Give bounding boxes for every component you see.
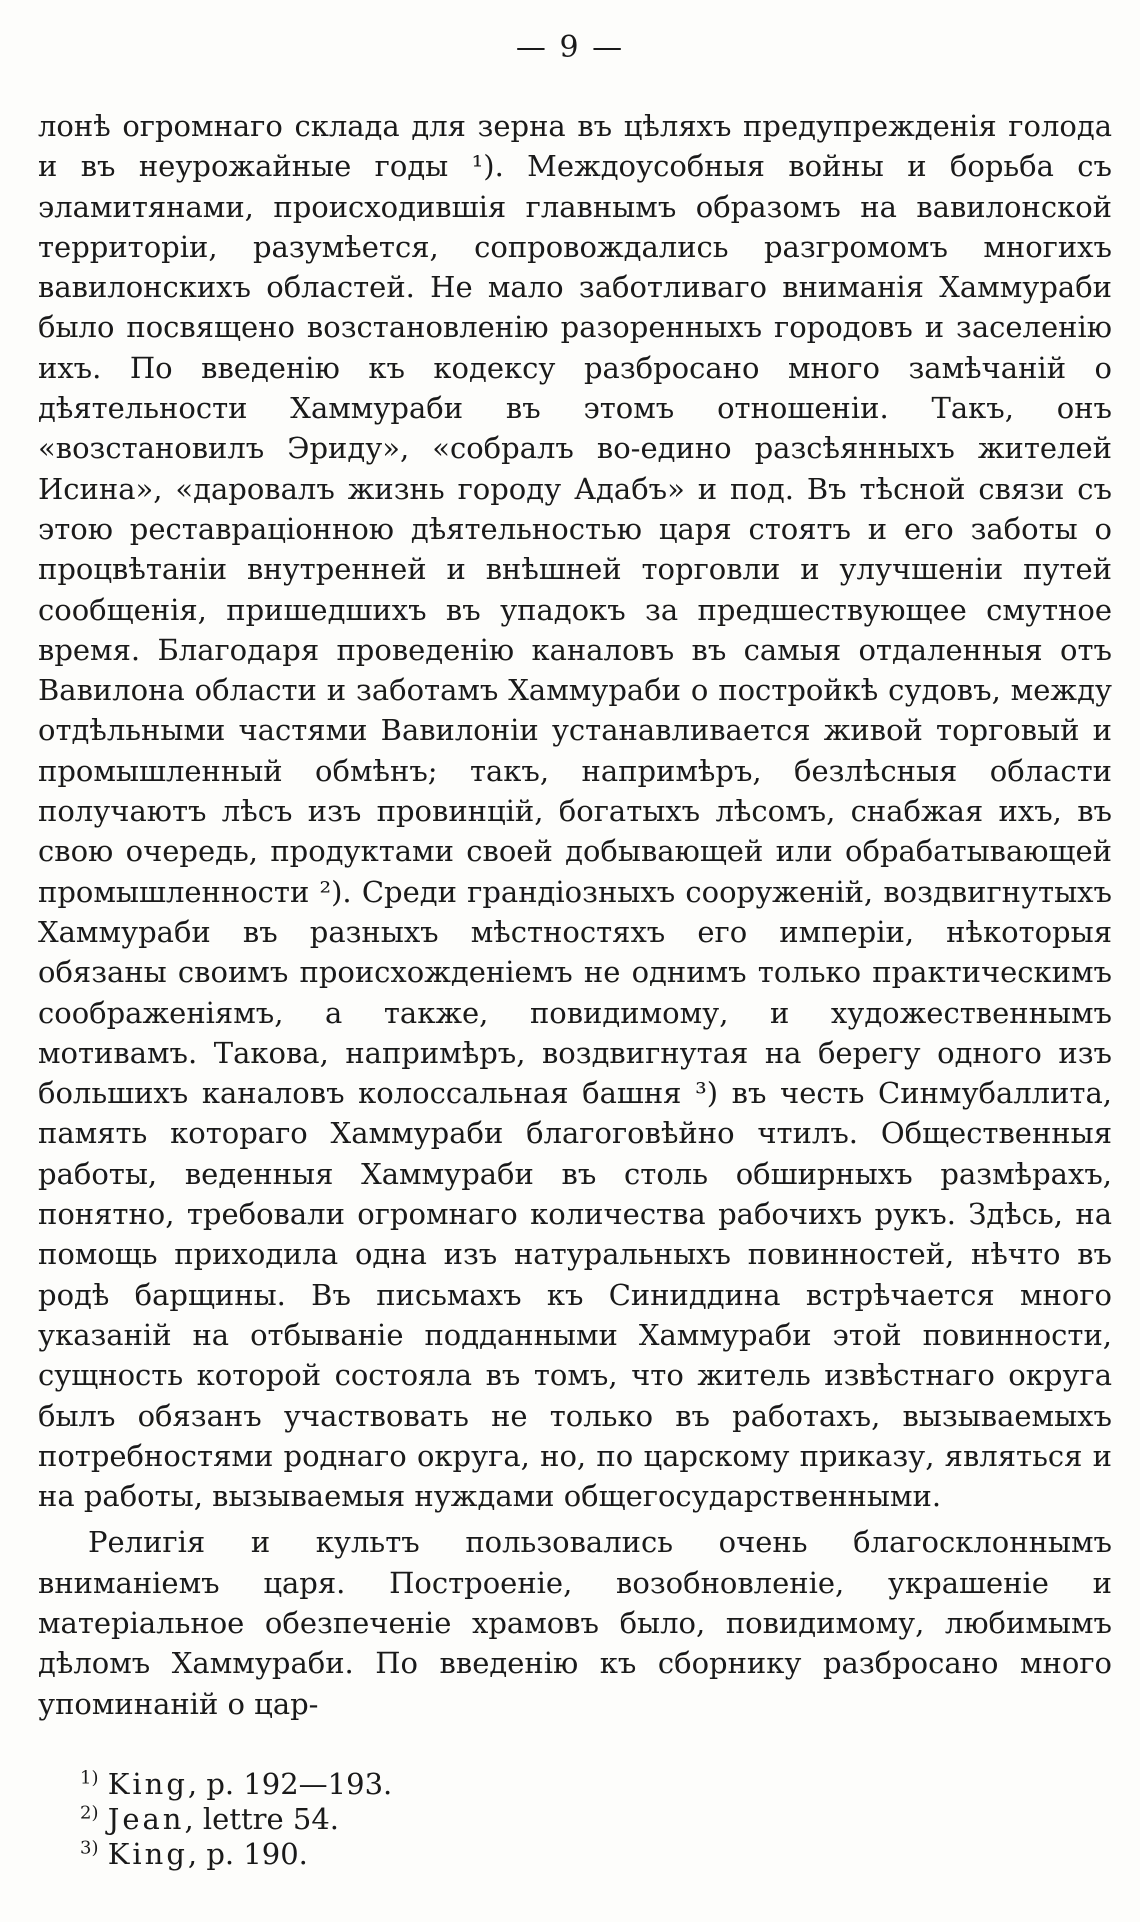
- footnote-mark: 2): [80, 1802, 99, 1824]
- footnote-1: [80, 1767, 880, 1802]
- footnote-author: Jean: [107, 1802, 185, 1836]
- paragraph-1: лонѣ огромнаго склада для зерна въ цѣляхъ предупрежденія голода и въ неурожайные годы ¹). Междоусобныя войны и борьба съ эламитянами, происходившія главнымъ образомъ на вавилонской территоріи, разумѣется, сопровождались разгромомъ многихъ вавилонскихъ областей. Не мало заботливаго вниманія Хаммураби было посвящено возстановленію разоренныхъ городовъ и заселенію ихъ. По введенію къ кодексу разбросано много замѣчаній о дѣятельности Хаммураби въ этомъ отношеніи. Такъ, онъ «возстановилъ Эриду», «собралъ во-едино разсѣянныхъ жителей Исина», «даровалъ жизнь городу Адабъ» и под. Въ тѣсной связи съ этою реставраціонною дѣятельностью царя стоятъ и его заботы о процвѣтаніи внутренней и внѣшней торговли и улучшеніи путей сообщенія, пришедшихъ въ упадокъ за предшествующее смутное время. Благодаря проведенію каналовъ въ самыя отдаленныя отъ Вавилона области и заботамъ Хаммураби о постройкѣ судовъ, между отдѣльными частями Вавилоніи устанавливается живой торговый и промышленный обмѣнъ; такъ, напримѣръ, безлѣсныя области получаютъ лѣсъ изъ провинцій, богатыхъ лѣсомъ, снабжая ихъ, въ свою очередь, продуктами своей добывающей или обрабатывающей промышленности ²). Среди грандіозныхъ сооруженій, воздвигнутыхъ Хаммураби въ разныхъ мѣстностяхъ его имперіи, нѣкоторыя обязаны своимъ происхожденіемъ не однимъ только практическимъ соображеніямъ, а также, повидимому, и художественнымъ мотивамъ. Такова, напримѣръ, воздвигнутая на берегу одного изъ большихъ каналовъ колоссальная башня ³) въ честь Синмубаллита, память котораго Хаммураби благоговѣйно чтилъ. Общественныя работы, веденныя Хаммураби въ столь обширныхъ размѣрахъ, понятно, требовали огромнаго количества рабочихъ рукъ. Здѣсь, на помощь приходила одна изъ натуральныхъ повинностей, нѣчто въ родѣ барщины. Въ письмахъ къ Синиддина встрѣчается много указаній на отбываніе подданными Хаммураби этой повинности, сущность которой состояла въ томъ, что житель извѣстнаго округа былъ обязанъ участвовать не только въ работахъ, вызываемыхъ потребностями роднаго округа, но, по царскому приказу, являться и на работы, вызываемыя нуждами общегосударственными.: [38, 109, 1112, 1514]
- footnote-ref: , p. 190.: [187, 1837, 308, 1871]
- footnote-mark: 1): [80, 1767, 99, 1789]
- footnote-ref: , lettre 54.: [184, 1802, 340, 1836]
- body-text: [38, 106, 1112, 1724]
- footnote-author: King: [107, 1837, 188, 1871]
- page-number: — 9 —: [515, 30, 625, 65]
- footnote-author: King: [107, 1767, 188, 1801]
- footnote-2: [80, 1802, 880, 1837]
- paragraph-2: Религія и культъ пользовались очень благосклоннымъ вниманіемъ царя. Построеніе, возобновленіе, украшеніе и матеріальное обезпеченіе храмовъ было, повидимому, любимымъ дѣломъ Хаммураби. По введенію къ сборнику разбросано много упоминаній о цар-: [38, 1525, 1112, 1721]
- footnotes: [80, 1767, 880, 1872]
- footnote-3: [80, 1837, 880, 1872]
- footnote-mark: 3): [80, 1837, 99, 1859]
- footnote-ref: , p. 192—193.: [187, 1767, 393, 1801]
